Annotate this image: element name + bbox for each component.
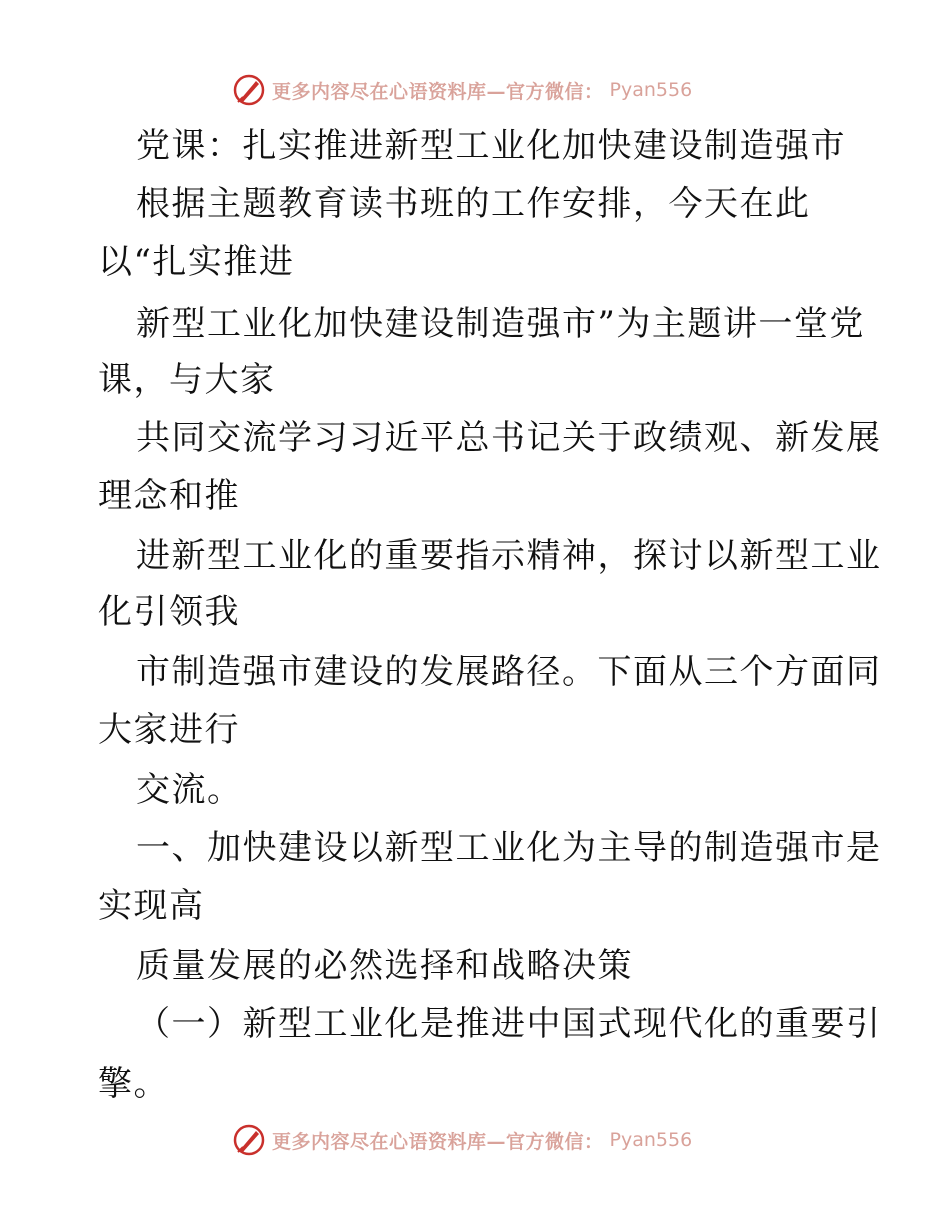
- header-watermark: [232, 70, 692, 110]
- paragraph-line: 化引领我: [98, 592, 240, 632]
- paragraph-line: 大家进行: [98, 710, 240, 750]
- document-title: 党课：扎实推进新型工业化加快建设制造强市: [136, 126, 846, 166]
- watermark-handle: Pyan556: [609, 79, 693, 101]
- section-heading-line: 一、加快建设以新型工业化为主导的制造强市是: [136, 828, 882, 868]
- quill-pen-logo-icon: [232, 73, 266, 107]
- paragraph-line: 共同交流学习习近平总书记关于政绩观、新发展: [136, 418, 882, 458]
- watermark-text: 更多内容尽在心语资料库—官方微信：: [272, 80, 604, 103]
- quill-pen-logo-icon: [232, 1123, 266, 1157]
- paragraph-line: 新型工业化加快建设制造强市”为主题讲一堂党: [136, 304, 865, 344]
- watermark-handle: Pyan556: [609, 1129, 693, 1151]
- paragraph-line: 理念和推: [98, 476, 240, 516]
- paragraph-line: 以“扎实推进: [98, 242, 295, 282]
- paragraph-line: 根据主题教育读书班的工作安排，今天在此: [136, 184, 811, 224]
- watermark-text: 更多内容尽在心语资料库—官方微信：: [272, 1130, 604, 1153]
- section-heading-line: 实现高: [98, 886, 205, 926]
- subsection-heading-line: 擎。: [98, 1064, 169, 1104]
- paragraph-line: 课，与大家: [98, 360, 276, 400]
- paragraph-line: 交流。: [136, 770, 243, 810]
- footer-watermark: [232, 1120, 692, 1160]
- section-heading-line: 质量发展的必然选择和战略决策: [136, 946, 633, 986]
- subsection-heading-line: （一）新型工业化是推进中国式现代化的重要引: [136, 1004, 882, 1044]
- paragraph-line: 进新型工业化的重要指示精神，探讨以新型工业: [136, 536, 882, 576]
- paragraph-line: 市制造强市建设的发展路径。下面从三个方面同: [136, 652, 882, 692]
